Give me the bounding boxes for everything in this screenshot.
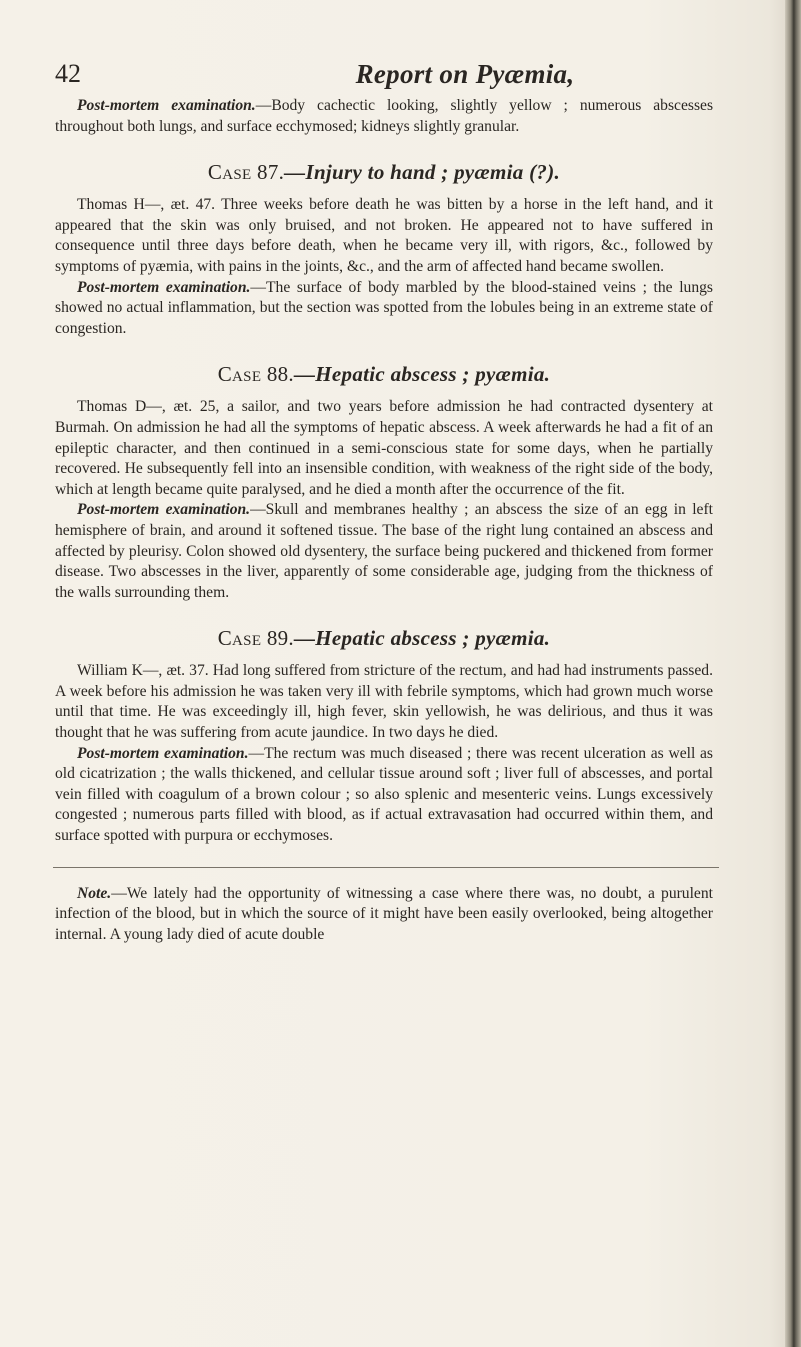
intro-paragraph <box>55 96 713 137</box>
note-paragraph <box>55 884 713 946</box>
case-89-label: Case 89. <box>217 626 294 651</box>
case-89-heading <box>55 625 713 651</box>
case-88-label: Case 88. <box>217 362 294 387</box>
case-87-title: —Injury to hand ; pyæmia (?). <box>284 160 561 185</box>
case-88-pm-lead: Post-mortem examination. <box>77 501 251 519</box>
case-87-history: Thomas H—, æt. 47. Three weeks before death he was bitten by a horse in the left hand, and it appeared that the skin was only bruised, and not broken. He appeared not to have suffered in consequence until three days before death, when he became very ill, with rigors, &c., followed by symptoms of pyæmia, with pains in the joints, &c., and the arm of affected hand became swollen. <box>55 196 713 275</box>
page-number: 42 <box>55 59 81 88</box>
intro-text: —Body cachectic looking, slightly yellow ; numerous abscesses throughout both lungs, and surface ecchymosed; kidneys slightly granular. <box>55 97 714 135</box>
case-87-pm-lead: Post-mortem examination. <box>77 278 251 296</box>
case-88-postmortem <box>55 500 713 603</box>
page-header <box>55 56 725 92</box>
note-text: —We lately had the opportunity of witnessing a case where there was, no doubt, a purulent infection of the blood, but in which the source of it might have been easily overlooked, being altogether internal. A young lady died of acute double <box>55 884 713 943</box>
case-87-postmortem <box>55 278 713 340</box>
case-87-label: Case 87. <box>207 160 285 185</box>
case-88-title: —Hepatic abscess ; pyæmia. <box>293 362 551 387</box>
case-87-pm-text: —The surface of body marbled by the blood-stained veins ; the lungs showed no actual inflammation, but the section was spotted from the lobules being in an extreme state of congestion. <box>55 278 714 337</box>
case-89-pm-text: —The rectum was much diseased ; there was recent ulceration as well as old cicatrization ; the walls thickened, and cellular tissue around soft ; liver full of abscesses, and portal vein filled with coagulum of a brown colour ; so also splenic and mesenteric veins. Lungs excessively congested ; numerous parts filled with blood, as if actual extravasation had occurred within them, and surface spotted with purpura or ecchymoses. <box>55 744 714 845</box>
page-body <box>55 96 713 945</box>
note-lead: Note. <box>77 884 112 902</box>
case-89-history: William K—, æt. 37. Had long suffered from stricture of the rectum, and had had instruments passed. A week before his admission he was taken very ill with febrile symptoms, which had grown much worse until that time. He was exceedingly ill, high fever, skin yellowish, he was delirious, and thus it was thought that he was suffering from acute jaundice. In two days he died. <box>55 662 713 742</box>
running-title: Report on Pyæmia, <box>355 59 575 89</box>
page-edge <box>785 0 801 1347</box>
case-88-heading <box>55 361 713 387</box>
case-89-title: —Hepatic abscess ; pyæmia. <box>293 626 551 651</box>
section-divider <box>53 867 719 868</box>
case-89-pm-lead: Post-mortem examination. <box>77 744 249 762</box>
case-89-postmortem <box>55 744 713 847</box>
intro-lead: Post-mortem examination. <box>77 97 256 114</box>
case-88-pm-text: —Skull and membranes healthy ; an abscess the size of an egg in left hemisphere of brain, and around it softened tissue. The base of the right lung contained an abscess and affected by pleurisy. Colon showed old dysentery, the surface being puckered and thickened from former disease. Two abscesses in the liver, apparently of some considerable age, judging from the thickness of the walls surrounding them. <box>55 501 713 601</box>
case-88-history: Thomas D—, æt. 25, a sailor, and two years before admission he had contracted dysentery at Burmah. On admission he had all the symptoms of hepatic abscess. A week afterwards he had a fit of an epileptic character, and then continued in a semi-conscious state for some days, when he partially recovered. He subsequently fell into an insensible condition, with weakness of the right side of the body, which at length became quite paralysed, and he died a month after the occurrence of the fit. <box>55 398 713 498</box>
case-87-heading <box>55 159 713 185</box>
